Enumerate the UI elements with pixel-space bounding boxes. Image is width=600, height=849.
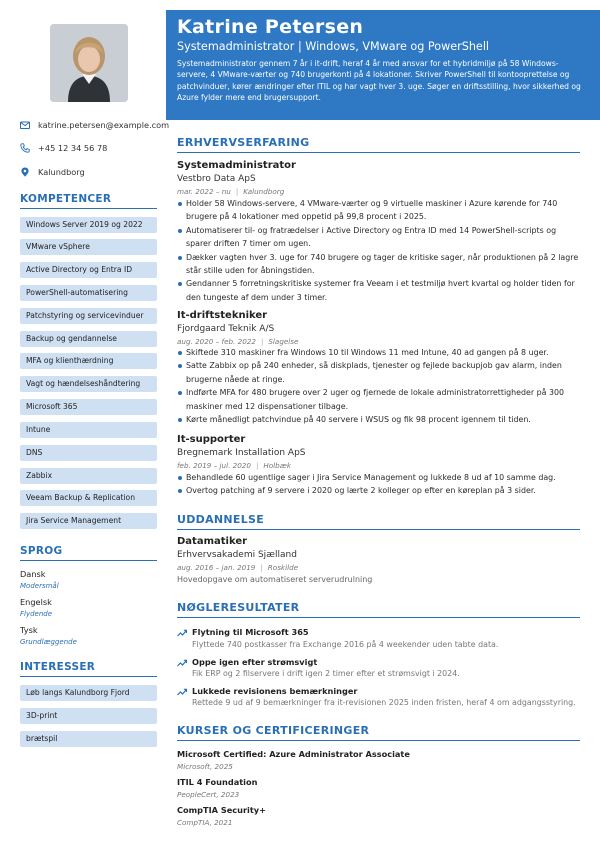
bullet-item: Gendanner 5 forretningskritiske systemer fra Veeam i et testmiljø hvert kvartal og holder tiden for den tungeste af dem under 3 timer. [177,277,580,304]
bullet-item: Automatiserer til- og fratrædelser i Active Directory og Entra ID med 14 PowerShell-scripts og sparer driften 7 timer om ugen. [177,224,580,251]
bullet-item: Behandlede 60 ugentlige sager i Jira Service Management og lukkede 8 ud af 10 samme dag. [177,471,580,484]
job-title: Systemadministrator [177,160,296,171]
job-bullets [177,197,580,304]
email-text: katrine.petersen@example.com [38,120,170,130]
candidate-name: Katrine Petersen [177,16,364,38]
contact-phone[interactable] [20,143,107,153]
school-name: Erhvervsakademi Sjælland [177,550,297,560]
bullet-item: Holder 58 Windows-servere, 4 VMware-værter og 9 virtuelle maskiner i Azure kørende for 740 brugere på 4 lokationer med oppetid på 99,8 procent i 2025. [177,197,580,224]
skill-tag: Jira Service Management [20,513,157,529]
job-company: Fjordgaard Teknik A/S [177,324,275,334]
achievements-heading: NØGLERESULTATER [177,601,580,618]
skill-tag: VMware vSphere [20,239,157,255]
header-banner [166,10,600,120]
skill-tag: Patchstyring og servicevinduer [20,308,157,324]
language-name: Engelsk [20,597,52,607]
certification-title: Microsoft Certified: Azure Administrator Associate [177,749,410,759]
achievement-title: Lukkede revisionens bemærkninger [192,686,358,696]
trend-up-icon [177,688,187,696]
profile-summary: Systemadministrator gennem 7 år i it-drift, heraf 4 år med ansvar for et hybridmiljø på 58 Windows-servere, 4 VMware-værter og 740 brugerkonti på 4 lokationer. Skriver PowerShell til kontooprettelse og patchvinduer, kører ændringer efter ITIL og har vagt hver 3. uge. Søger en driftsstilling, hvor sikkerhed og Azure fylder mere end brugersupport. [177,59,581,102]
phone-text: +45 12 34 56 78 [38,143,108,153]
job-company: Bregnemark Installation ApS [177,448,306,458]
job-company: Vestbro Data ApS [177,174,256,184]
bullet-item: Dækker vagten hver 3. uge for 740 brugere og tager de kritiske sager, når produktionen på 2 lagre står stille uden for åbningstiden. [177,251,580,278]
job-title: It-driftstekniker [177,310,268,321]
experience-heading: ERHVERVSERFARING [177,136,580,153]
education-dates: aug. 2016 – jan. 2019 [177,563,256,572]
education-meta: aug. 2016 – jan. 2019 | Roskilde [177,563,299,572]
language-level: Grundlæggende [20,638,77,646]
job-dates: feb. 2019 – jul. 2020 [177,461,251,470]
location-pin-icon [20,167,30,177]
skill-tag: Veeam Backup & Replication [20,490,157,506]
contact-location [20,167,85,177]
job-bullets [177,471,580,498]
certifications-heading: KURSER OG CERTIFICERINGER [177,724,580,741]
certification-issuer: PeopleCert, 2023 [177,790,240,799]
certification-title: CompTIA Security+ [177,805,266,815]
interest-tag: 3D-print [20,708,157,724]
certification-title: ITIL 4 Foundation [177,777,258,787]
job-location: Kalundborg [243,187,285,196]
job-meta: feb. 2019 – jul. 2020 | Holbæk [177,461,292,470]
candidate-title: Systemadministrator | Windows, VMware og PowerShell [177,40,490,53]
job-location: Slagelse [268,337,299,346]
achievement-title: Flytning til Microsoft 365 [192,627,309,637]
language-level: Flydende [20,610,53,618]
skill-tag: PowerShell-automatisering [20,285,157,301]
skill-tag: Windows Server 2019 og 2022 [20,217,157,233]
education-location: Roskilde [267,563,299,572]
skill-tag: Zabbix [20,468,157,484]
skill-tag: Vagt og hændelseshåndtering [20,376,157,392]
achievement-title: Oppe igen efter strømsvigt [192,657,318,667]
language-name: Dansk [20,569,46,579]
skill-tag: Intune [20,422,157,438]
bullet-item: Skiftede 310 maskiner fra Windows 10 til Windows 11 med Intune, 40 ad gangen på 8 uger. [177,346,580,359]
interests-heading: INTERESSER [20,661,157,677]
contact-email[interactable] [20,120,169,130]
skill-tag: Backup og gendannelse [20,331,157,347]
certification-issuer: CompTIA, 2021 [177,818,233,827]
bullet-item: Overtog patching af 9 servere i 2020 og lærte 2 kolleger op efter en køreplan på 3 sider. [177,484,580,497]
job-dates: mar. 2022 – nu [177,187,231,196]
languages-heading: SPROG [20,545,157,561]
job-title: It-supporter [177,434,246,445]
skill-tag: Active Directory og Entra ID [20,262,157,278]
skill-tag: Microsoft 365 [20,399,157,415]
degree-title: Datamatiker [177,536,248,547]
trend-up-icon [177,629,187,637]
location-text: Kalundborg [38,167,85,177]
bullet-item: Kørte månedligt patchvindue på 40 servere i WSUS og fik 98 procent igennem til tiden. [177,413,580,426]
language-name: Tysk [20,625,38,635]
skill-tag: DNS [20,445,157,461]
mail-icon [20,120,30,130]
education-detail: Hovedopgave om automatiseret serverudrulning [177,575,373,584]
achievement-detail: Fik ERP og 2 filservere i drift igen 2 timer efter et strømsvigt i 2024. [192,669,460,678]
trend-up-icon [177,659,187,667]
interest-tag: Løb langs Kalundborg Fjord [20,685,157,701]
bullet-item: Satte Zabbix op på 240 enheder, så diskplads, tjenester og fejlede backupjob gav alarm, inden brugerne nåede at ringe. [177,359,580,386]
phone-icon [20,143,30,153]
achievement-detail: Flyttede 740 postkasser fra Exchange 2016 på 4 weekender uden tabte data. [192,640,499,649]
job-location: Holbæk [263,461,292,470]
sidebar [0,0,170,849]
job-bullets [177,346,580,426]
skill-tag: MFA og klienthærdning [20,353,157,369]
certification-issuer: Microsoft, 2025 [177,762,233,771]
interest-tag: brætspil [20,731,157,747]
profile-photo [50,24,128,102]
skills-heading: KOMPETENCER [20,193,157,209]
job-dates: aug. 2020 – feb. 2022 [177,337,256,346]
achievement-detail: Rettede 9 ud af 9 bemærkninger fra it-revisionen 2025 inden fristen, heraf 4 om adgangsstyring. [192,698,576,707]
education-heading: UDDANNELSE [177,513,580,530]
bullet-item: Indførte MFA for 480 brugere over 2 uger og fjernede de lokale administratorrettigheder på 300 maskiner med 12 dispensationer tilbage. [177,386,580,413]
language-level: Modersmål [20,582,59,590]
job-meta: aug. 2020 – feb. 2022 | Slagelse [177,337,299,346]
job-meta: mar. 2022 – nu | Kalundborg [177,187,285,196]
